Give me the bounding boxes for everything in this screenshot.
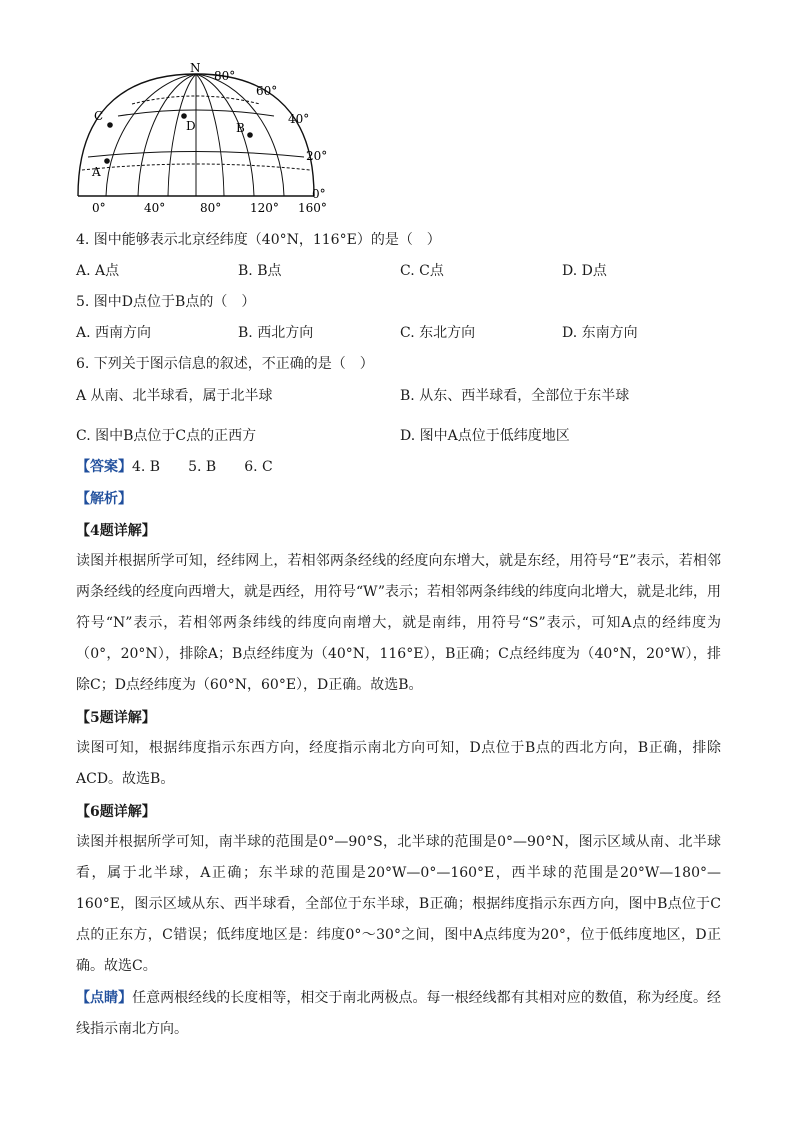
detail-4-body: 读图并根据所学可知，经纬网上，若相邻两条经线的经度向东增大，就是东经，用符号“E”表示，若相邻两条经线的经度向西增大，就是西经，用符号“W”表示；若相邻两条纬线的纬度向北增大，就是北纬，用符号“N”表示，若相邻两条纬线的纬度向南增大，就是南纬，用符号“S”表示，可知A点的经纬度为（0°，20°N），排除A；B点经纬度为（40°N，116°E），B正确；C点经纬度为（40°N，20°W），排除C；D点经纬度为（60°N，60°E），D正确。故选B。 — [76, 553, 721, 693]
lat-label: 60° — [256, 84, 278, 98]
answer-text: 4. B 5. B 6. C — [132, 459, 273, 475]
question-4-option-d: D. D点 — [562, 263, 607, 279]
lon-label: 80° — [200, 201, 222, 215]
question-6-option-b: B. 从东、西半球看，全部位于东半球 — [400, 388, 630, 404]
note-tag: 【点睛】 — [76, 990, 133, 1006]
analysis-tag: 【解析】 — [76, 491, 132, 507]
question-4-option-c: C. C点 — [400, 263, 444, 279]
point-a-label: A — [92, 165, 101, 179]
question-5-option-c: C. 东北方向 — [400, 325, 476, 341]
question-5-option-b: B. 西北方向 — [238, 325, 314, 341]
question-6-option-d: D. 图中A点位于低纬度地区 — [400, 428, 570, 444]
question-4-stem: 4. 图中能够表示北京经纬度（40°N，116°E）的是（ ） — [76, 232, 441, 248]
lon-label: 120° — [250, 201, 279, 215]
detail-5-heading: 【5题详解】 — [76, 710, 156, 726]
lon-label: 40° — [144, 201, 166, 215]
answer-line — [76, 457, 273, 477]
detail-5-body: 读图可知，根据纬度指示东西方向，经度指示南北方向可知，D点位于B点的西北方向，B正确，排除ACD。故选B。 — [76, 740, 721, 787]
question-5-stem: 5. 图中D点位于B点的（ ） — [76, 294, 256, 310]
lat-label: 40° — [288, 112, 310, 126]
detail-4-heading: 【4题详解】 — [76, 523, 156, 539]
question-6-option-c: C. 图中B点位于C点的正西方 — [76, 428, 257, 444]
note-body: 任意两根经线的长度相等，相交于南北两极点。每一根经线都有其相对应的数值，称为经度。经线指示南北方向。 — [76, 990, 722, 1037]
lat-label: 0° — [312, 187, 326, 201]
point-a-marker — [104, 158, 110, 164]
lat-label: 20° — [306, 149, 328, 163]
point-b-label: B — [236, 121, 245, 135]
meridian-line — [106, 74, 196, 196]
note-paragraph — [76, 983, 721, 1045]
point-c-label: C — [94, 109, 104, 123]
question-4-option-b: B. B点 — [238, 263, 282, 279]
point-d-label: D — [186, 119, 196, 133]
detail-6-body: 读图并根据所学可知，南半球的范围是0°—90°S，北半球的范围是0°—90°N，图示区域从南、北半球看，属于北半球，A正确；东半球的范围是20°W—0°—160°E，西半球的范围是20°W—180°—160°E，图示区域从东、西半球看，全部位于东半球，B正确；根据纬度指示东西方向，图中B点位于C点的正东方，C错误；低纬度地区是：纬度0°～30°之间，图中A点纬度为20°，位于低纬度地区，D正确。故选C。 — [76, 834, 721, 974]
point-b-marker — [247, 132, 253, 138]
lon-label: 0° — [92, 201, 106, 215]
lat-label: 80° — [214, 69, 236, 83]
meridian-line — [196, 74, 224, 196]
lat-lon-grid-figure — [70, 62, 340, 222]
answer-tag: 【答案】 — [76, 459, 132, 475]
question-6-option-a: A 从南、北半球看，属于北半球 — [76, 388, 273, 404]
detail-6-heading: 【6题详解】 — [76, 804, 156, 820]
question-5-option-a: A. 西南方向 — [76, 325, 152, 341]
question-6-stem: 6. 下列关于图示信息的叙述，不正确的是（ ） — [76, 356, 374, 372]
lon-label: 160° — [298, 201, 327, 215]
point-d-marker — [181, 113, 187, 119]
north-pole-label: N — [190, 62, 201, 75]
point-c-marker — [107, 122, 113, 128]
meridian-line — [168, 74, 196, 196]
question-4-option-a: A. A点 — [76, 263, 120, 279]
meridian-line — [196, 74, 254, 196]
question-5-option-d: D. 东南方向 — [562, 325, 638, 341]
meridian-line — [138, 74, 196, 196]
